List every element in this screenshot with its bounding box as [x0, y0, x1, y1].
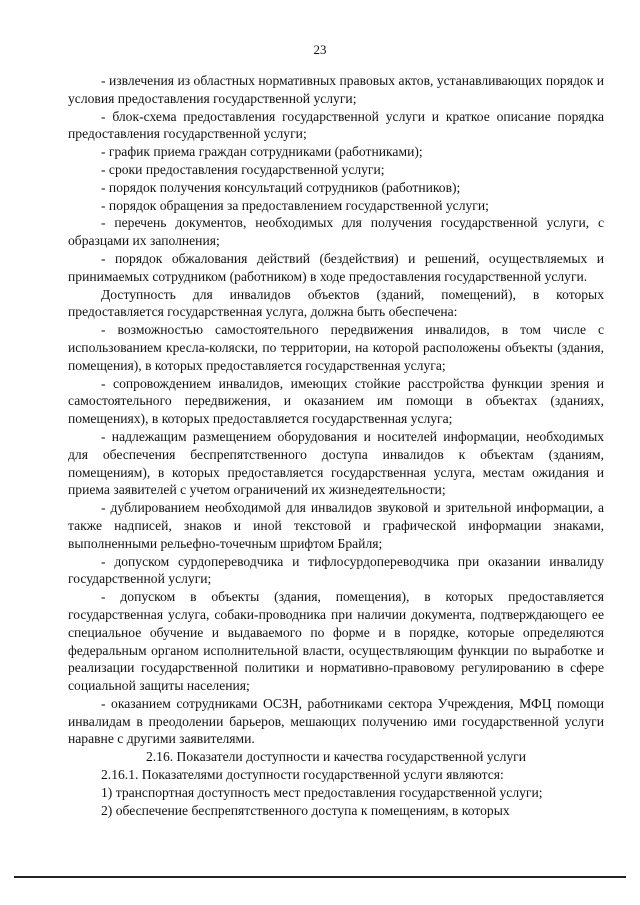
list-item: - сроки предоставления государственной услуги;: [101, 161, 385, 177]
section-paragraph: 2.16.1. Показателями доступности государственной услуги являются:: [101, 767, 504, 783]
section-heading: 2.16. Показатели доступности и качества государственной услуги: [145, 749, 527, 765]
list-item: - порядок обращения за предоставлением государственной услуги;: [101, 197, 489, 213]
list-item: - допуском сурдопереводчика и тифлосурдопереводчика при оказании инвалиду государственной услуги;: [68, 553, 604, 587]
list-item: - допуском в объекты (здания, помещения), в которых предоставляется государственная услуга, собаки-проводника при наличии документа, подтверждающего ее специальное обучение и выдаваемого по форме и в порядке, которые определяются федеральным органом исполнительной власти, осуществляющим функции по выработке и реализации государственной политики и нормативно-правовому регулированию в сфере социальной защиты населения;: [68, 589, 604, 694]
page-number: 23: [313, 42, 327, 57]
list-item: - возможностью самостоятельного передвижения инвалидов, в том числе с использованием кресла-коляски, по территории, на которой расположены объекты (здания, помещения), в которых предоставляется государственная услуга;: [68, 322, 604, 373]
list-item: - дублированием необходимой для инвалидов звуковой и зрительной информации, а также надписей, знаков и иной текстовой и графической информации знаками, выполненными рельефно-точечным шрифтом Брайля;: [68, 500, 604, 551]
list-item: - извлечения из областных нормативных правовых актов, устанавливающих порядок и условия предоставления государственной услуги;: [68, 73, 604, 106]
list-item: - сопровождением инвалидов, имеющих стойкие расстройства функции зрения и самостоятельного передвижения, и оказанием им помощи в объектах (зданиях, помещениях), в которых предоставляется государственная услуга;: [68, 375, 604, 427]
list-item: - оказанием сотрудниками ОСЗН, работниками сектора Учреждения, МФЦ помощи инвалидам в преодолении барьеров, мешающих получению ими государственной услуги наравне с другими заявителями.: [68, 695, 604, 747]
list-item: - порядок получения консультаций сотрудников (работников);: [101, 179, 461, 195]
section-paragraph: 2) обеспечение беспрепятственного доступа к помещениям, в которых: [101, 802, 510, 818]
paragraph-accessibility-intro: Доступность для инвалидов объектов (зданий, помещений), в которых предоставляется государственная услуга, должна быть обеспечена:: [68, 286, 604, 320]
list-item: - перечень документов, необходимых для получения государственной услуги, с образцами их заполнения;: [68, 215, 604, 249]
list-item: - порядок обжалования действий (бездействия) и решений, осуществляемых и принимаемых сотрудником (работником) в ходе предоставления государственной услуги.: [68, 250, 604, 284]
list-item: - блок-схема предоставления государственной услуги и краткое описание порядка предоставления государственной услуги;: [68, 108, 604, 142]
section-paragraph: 1) транспортная доступность мест предоставления государственной услуги;: [101, 784, 543, 800]
bottom-rule: [14, 876, 626, 878]
list-item: - надлежащим размещением оборудования и носителей информации, необходимых для обеспечения беспрепятственного доступа инвалидов к объектам (зданиям, помещениям), в которых предоставляется государственная услуга, местам ожидания и приема заявителей с учетом ограничений их жизнедеятельности;: [68, 428, 604, 498]
list-item: - график приема граждан сотрудниками (работниками);: [101, 144, 423, 160]
document-body: [68, 72, 604, 819]
